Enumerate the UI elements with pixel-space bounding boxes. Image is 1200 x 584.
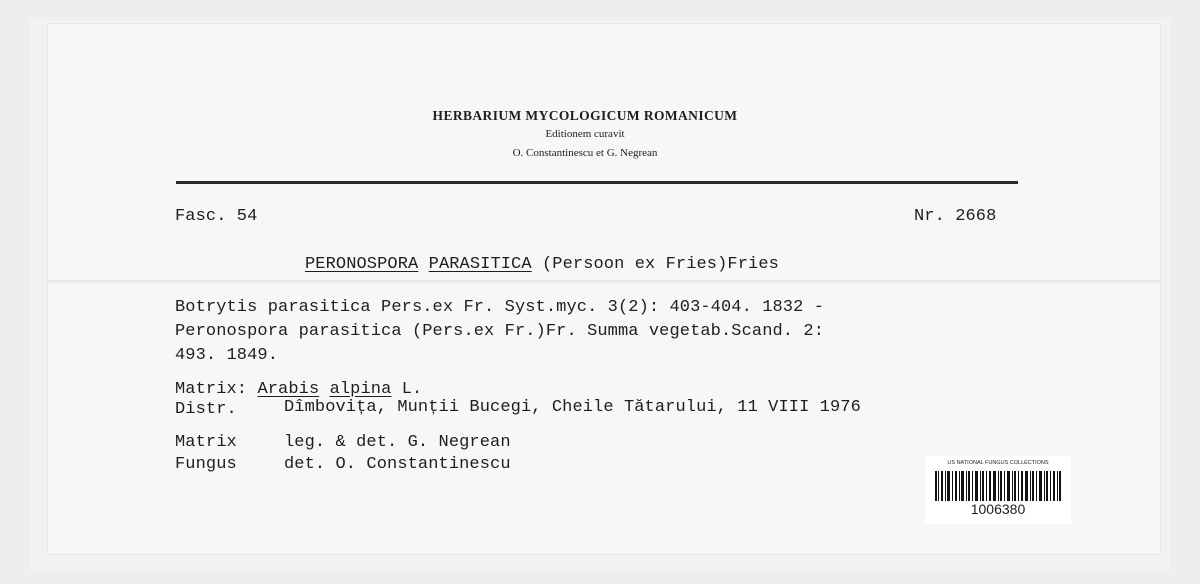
label-fold-line xyxy=(48,280,1160,284)
distribution-value: Dîmbovița, Munții Bucegi, Cheile Tătarului, 11 VIII 1976 xyxy=(284,398,861,417)
herbarium-title: HERBARIUM MYCOLOGICUM ROMANICUM xyxy=(432,108,738,123)
barcode-number: 1006380 xyxy=(970,501,1026,517)
taxon-genus: PERONOSPORA xyxy=(305,255,419,274)
collector-label: Matrix xyxy=(175,433,237,452)
synonymy-line-1: Botrytis parasitica Pers.ex Fr. Syst.myc. 3(2): 403-404. 1832 - xyxy=(175,298,825,317)
editor-authors: O. Constantinescu et G. Negrean xyxy=(512,147,658,159)
taxon-species: PARASITICA xyxy=(428,255,532,274)
taxon-name xyxy=(305,255,779,274)
matrix-author: L. xyxy=(401,380,423,399)
distribution-label: Distr. xyxy=(175,400,237,419)
fascicle-number: Fasc. 54 xyxy=(175,207,258,226)
specimen-number: Nr. 2668 xyxy=(914,207,997,226)
barcode-bars xyxy=(935,471,1061,501)
fungus-value: det. O. Constantinescu xyxy=(284,455,511,474)
barcode-collection-name: US NATIONAL FUNGUS COLLECTIONS xyxy=(947,460,1049,466)
herbarium-header xyxy=(330,108,840,159)
taxon-author: (Persoon ex Fries)Fries xyxy=(541,255,779,274)
matrix-species: alpina xyxy=(329,380,392,399)
header-divider xyxy=(176,181,1018,184)
fungus-label: Fungus xyxy=(175,455,237,474)
matrix-genus: Arabis xyxy=(257,380,320,399)
synonymy-line-3: 493. 1849. xyxy=(175,346,279,365)
matrix-label: Matrix: xyxy=(175,380,248,399)
synonymy-line-2: Peronospora parasitica (Pers.ex Fr.)Fr. Summa vegetab.Scand. 2: xyxy=(175,322,825,341)
barcode-label xyxy=(925,456,1071,524)
editor-line: Editionem curavit xyxy=(545,128,625,140)
collector-value: leg. & det. G. Negrean xyxy=(284,433,511,452)
matrix-host xyxy=(175,380,422,399)
